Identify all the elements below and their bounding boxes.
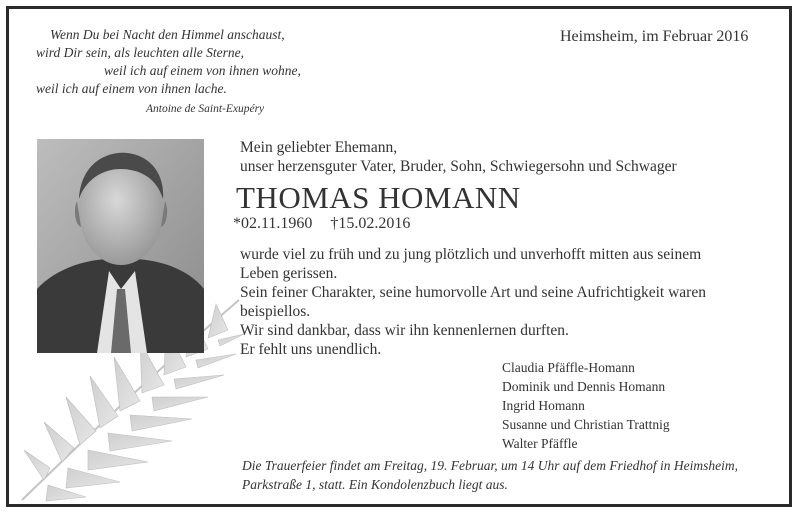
body-line: Er fehlt uns unendlich. bbox=[240, 341, 382, 358]
body-line: Leben gerissen. bbox=[240, 265, 338, 282]
quote-line: weil ich auf einem von ihnen wohne, bbox=[104, 63, 301, 78]
poem-quote bbox=[36, 26, 336, 118]
birth-date: *02.11.1960 bbox=[233, 215, 313, 232]
mourner: Claudia Pfäffle-Homann bbox=[502, 360, 635, 375]
body-line: wurde viel zu früh und zu jung plötzlich und unverhofft mitten aus seinem bbox=[240, 246, 702, 263]
deceased-name: THOMAS HOMANN bbox=[236, 180, 521, 215]
quote-author: Antoine de Saint-Exupéry bbox=[146, 103, 265, 115]
mourner: Susanne und Christian Trattnig bbox=[502, 417, 670, 432]
funeral-line: Die Trauerfeier findet am Freitag, 19. Februar, um 14 Uhr auf dem Friedhof in Heimsheim, bbox=[242, 458, 738, 473]
obituary-body bbox=[240, 245, 740, 359]
quote-line: Wenn Du bei Nacht den Himmel anschaust, bbox=[50, 27, 285, 42]
intro-line: Mein geliebter Ehemann, bbox=[240, 139, 398, 156]
life-dates bbox=[233, 215, 410, 233]
funeral-line: Parkstraße 1, statt. Ein Kondolenzbuch liegt aus. bbox=[242, 477, 508, 492]
intro-text bbox=[240, 138, 677, 176]
quote-line: weil ich auf einem von ihnen lache. bbox=[36, 81, 227, 96]
portrait-photo bbox=[37, 139, 204, 353]
place-date: Heimsheim, im Februar 2016 bbox=[560, 28, 749, 45]
death-date: †15.02.2016 bbox=[330, 215, 411, 232]
quote-line: wird Dir sein, als leuchten alle Sterne, bbox=[36, 45, 244, 60]
mourners-list bbox=[502, 358, 670, 453]
funeral-notice bbox=[242, 456, 738, 494]
body-line: beispiellos. bbox=[240, 303, 311, 320]
intro-line: unser herzensguter Vater, Bruder, Sohn, Schwiegersohn und Schwager bbox=[240, 158, 677, 175]
portrait-illustration bbox=[37, 139, 204, 353]
mourner: Ingrid Homann bbox=[502, 398, 585, 413]
mourner: Walter Pfäffle bbox=[502, 436, 578, 451]
body-line: Wir sind dankbar, dass wir ihn kennenlernen durften. bbox=[240, 322, 569, 339]
body-line: Sein feiner Charakter, seine humorvolle Art und seine Aufrichtigkeit waren bbox=[240, 284, 706, 301]
mourner: Dominik und Dennis Homann bbox=[502, 379, 666, 394]
